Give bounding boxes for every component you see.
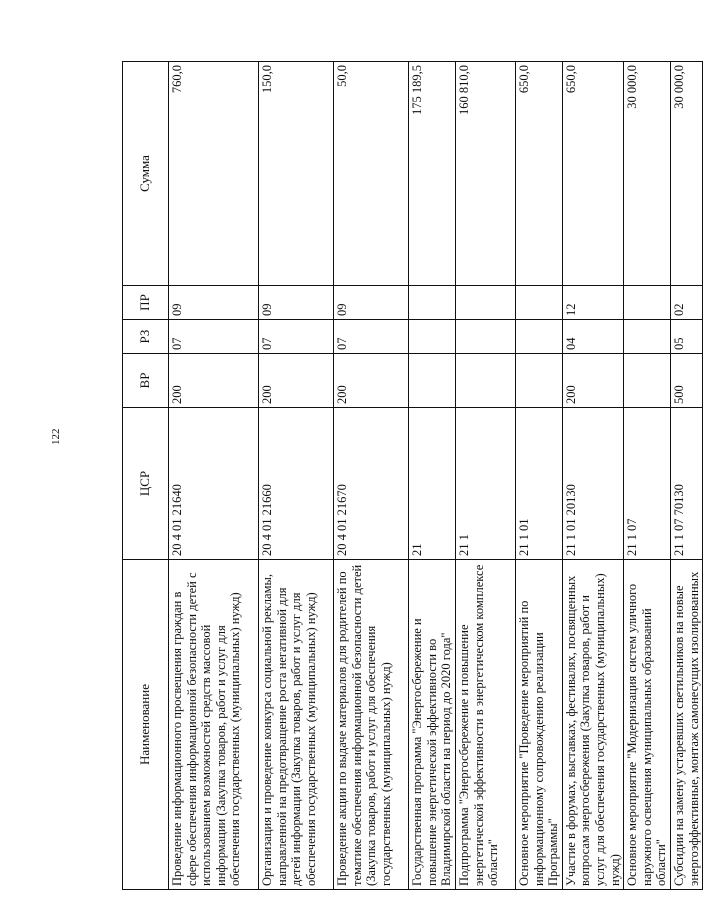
header-rz: РЗ xyxy=(123,320,169,354)
cell-csr: 20 4 01 21670 xyxy=(334,408,409,560)
cell-name: Основное мероприятие "Модернизация систем уличного наружного освещения муниципальных образований области" xyxy=(624,560,671,890)
header-sum: Сумма xyxy=(123,62,169,286)
cell-sum: 175 189,5 xyxy=(409,62,456,286)
cell-sum: 760,0 xyxy=(169,62,259,286)
header-row xyxy=(123,62,169,890)
cell-name: Проведение информационного просвещения граждан в сфере обеспечения информационной безопасности детей с использованием возможностей средств массовой информации (Закупка товаров, работ и услуг для обеспечения государственных (муниципальных) нужд) xyxy=(169,560,259,890)
header-name: Наименование xyxy=(123,560,169,890)
cell-vr: 500 xyxy=(670,354,702,408)
cell-sum: 650,0 xyxy=(516,62,563,286)
cell-name: Государственная программа "Энергосбережение и повышение энергетической эффективности во Владимирской области на период до 2020 года" xyxy=(409,560,456,890)
rotated-page xyxy=(122,62,701,890)
cell-vr xyxy=(624,354,671,408)
cell-csr: 21 1 01 20130 xyxy=(562,408,623,560)
table-row xyxy=(670,62,702,890)
table-row xyxy=(334,62,409,890)
cell-name: Проведение акции по выдаче материалов для родителей по тематике обеспечения информационной безопасности детей (Закупка товаров, работ и услуг для обеспечения государственных (муниципальных) нужд) xyxy=(334,560,409,890)
cell-rz: 07 xyxy=(169,320,259,354)
table-row xyxy=(409,62,456,890)
cell-csr: 21 1 07 70130 xyxy=(670,408,702,560)
cell-pr xyxy=(624,286,671,320)
budget-table xyxy=(122,61,703,890)
cell-sum: 150,0 xyxy=(259,62,334,286)
table-row xyxy=(516,62,563,890)
cell-rz xyxy=(516,320,563,354)
cell-vr: 200 xyxy=(334,354,409,408)
table-row xyxy=(169,62,259,890)
cell-csr: 20 4 01 21660 xyxy=(259,408,334,560)
header-csr: ЦСР xyxy=(123,408,169,560)
cell-pr: 09 xyxy=(169,286,259,320)
table-row xyxy=(259,62,334,890)
cell-pr xyxy=(516,286,563,320)
page-number: 122 xyxy=(50,428,62,445)
cell-pr: 02 xyxy=(670,286,702,320)
cell-pr xyxy=(409,286,456,320)
cell-pr: 09 xyxy=(259,286,334,320)
cell-csr: 20 4 01 21640 xyxy=(169,408,259,560)
cell-sum: 160 810,0 xyxy=(456,62,516,286)
cell-rz: 07 xyxy=(259,320,334,354)
table-row xyxy=(456,62,516,890)
cell-rz xyxy=(409,320,456,354)
cell-sum: 650,0 xyxy=(562,62,623,286)
cell-name: Участие в форумах, выставках, фестивалях, посвященных вопросам энергосбережения (Закупка товаров, работ и услуг для обеспечения государственных (муниципальных) нужд) xyxy=(562,560,623,890)
cell-pr xyxy=(456,286,516,320)
cell-name: Организация и проведение конкурса социальной рекламы, направленной на предотвращение роста негативной для детей информации (Закупка товаров, работ и услуг для обеспечения государственных (муниципальных) нужд) xyxy=(259,560,334,890)
cell-vr xyxy=(456,354,516,408)
cell-vr xyxy=(516,354,563,408)
table-row xyxy=(562,62,623,890)
table-row xyxy=(624,62,671,890)
header-pr: ПР xyxy=(123,286,169,320)
cell-vr: 200 xyxy=(259,354,334,408)
cell-pr: 09 xyxy=(334,286,409,320)
cell-rz: 04 xyxy=(562,320,623,354)
cell-rz xyxy=(456,320,516,354)
cell-sum: 30 000,0 xyxy=(624,62,671,286)
cell-rz: 07 xyxy=(334,320,409,354)
cell-name: Субсидии на замену устаревших светильников на новые энергоэффективные, монтаж самонесущих изолированных xyxy=(670,560,702,890)
cell-rz xyxy=(624,320,671,354)
cell-vr: 200 xyxy=(562,354,623,408)
cell-csr: 21 xyxy=(409,408,456,560)
cell-name: Основное мероприятие "Проведение мероприятий по информационному сопровождению реализации Программы" xyxy=(516,560,563,890)
cell-vr xyxy=(409,354,456,408)
cell-rz: 05 xyxy=(670,320,702,354)
cell-csr: 21 1 01 xyxy=(516,408,563,560)
cell-pr: 12 xyxy=(562,286,623,320)
cell-sum: 50,0 xyxy=(334,62,409,286)
cell-sum: 30 000,0 xyxy=(670,62,702,286)
header-vr: ВР xyxy=(123,354,169,408)
cell-csr: 21 1 xyxy=(456,408,516,560)
cell-csr: 21 1 07 xyxy=(624,408,671,560)
cell-name: Подпрограмма "Энергосбережение и повышение энергетической эффективности в энергетическом комплексе области" xyxy=(456,560,516,890)
cell-vr: 200 xyxy=(169,354,259,408)
